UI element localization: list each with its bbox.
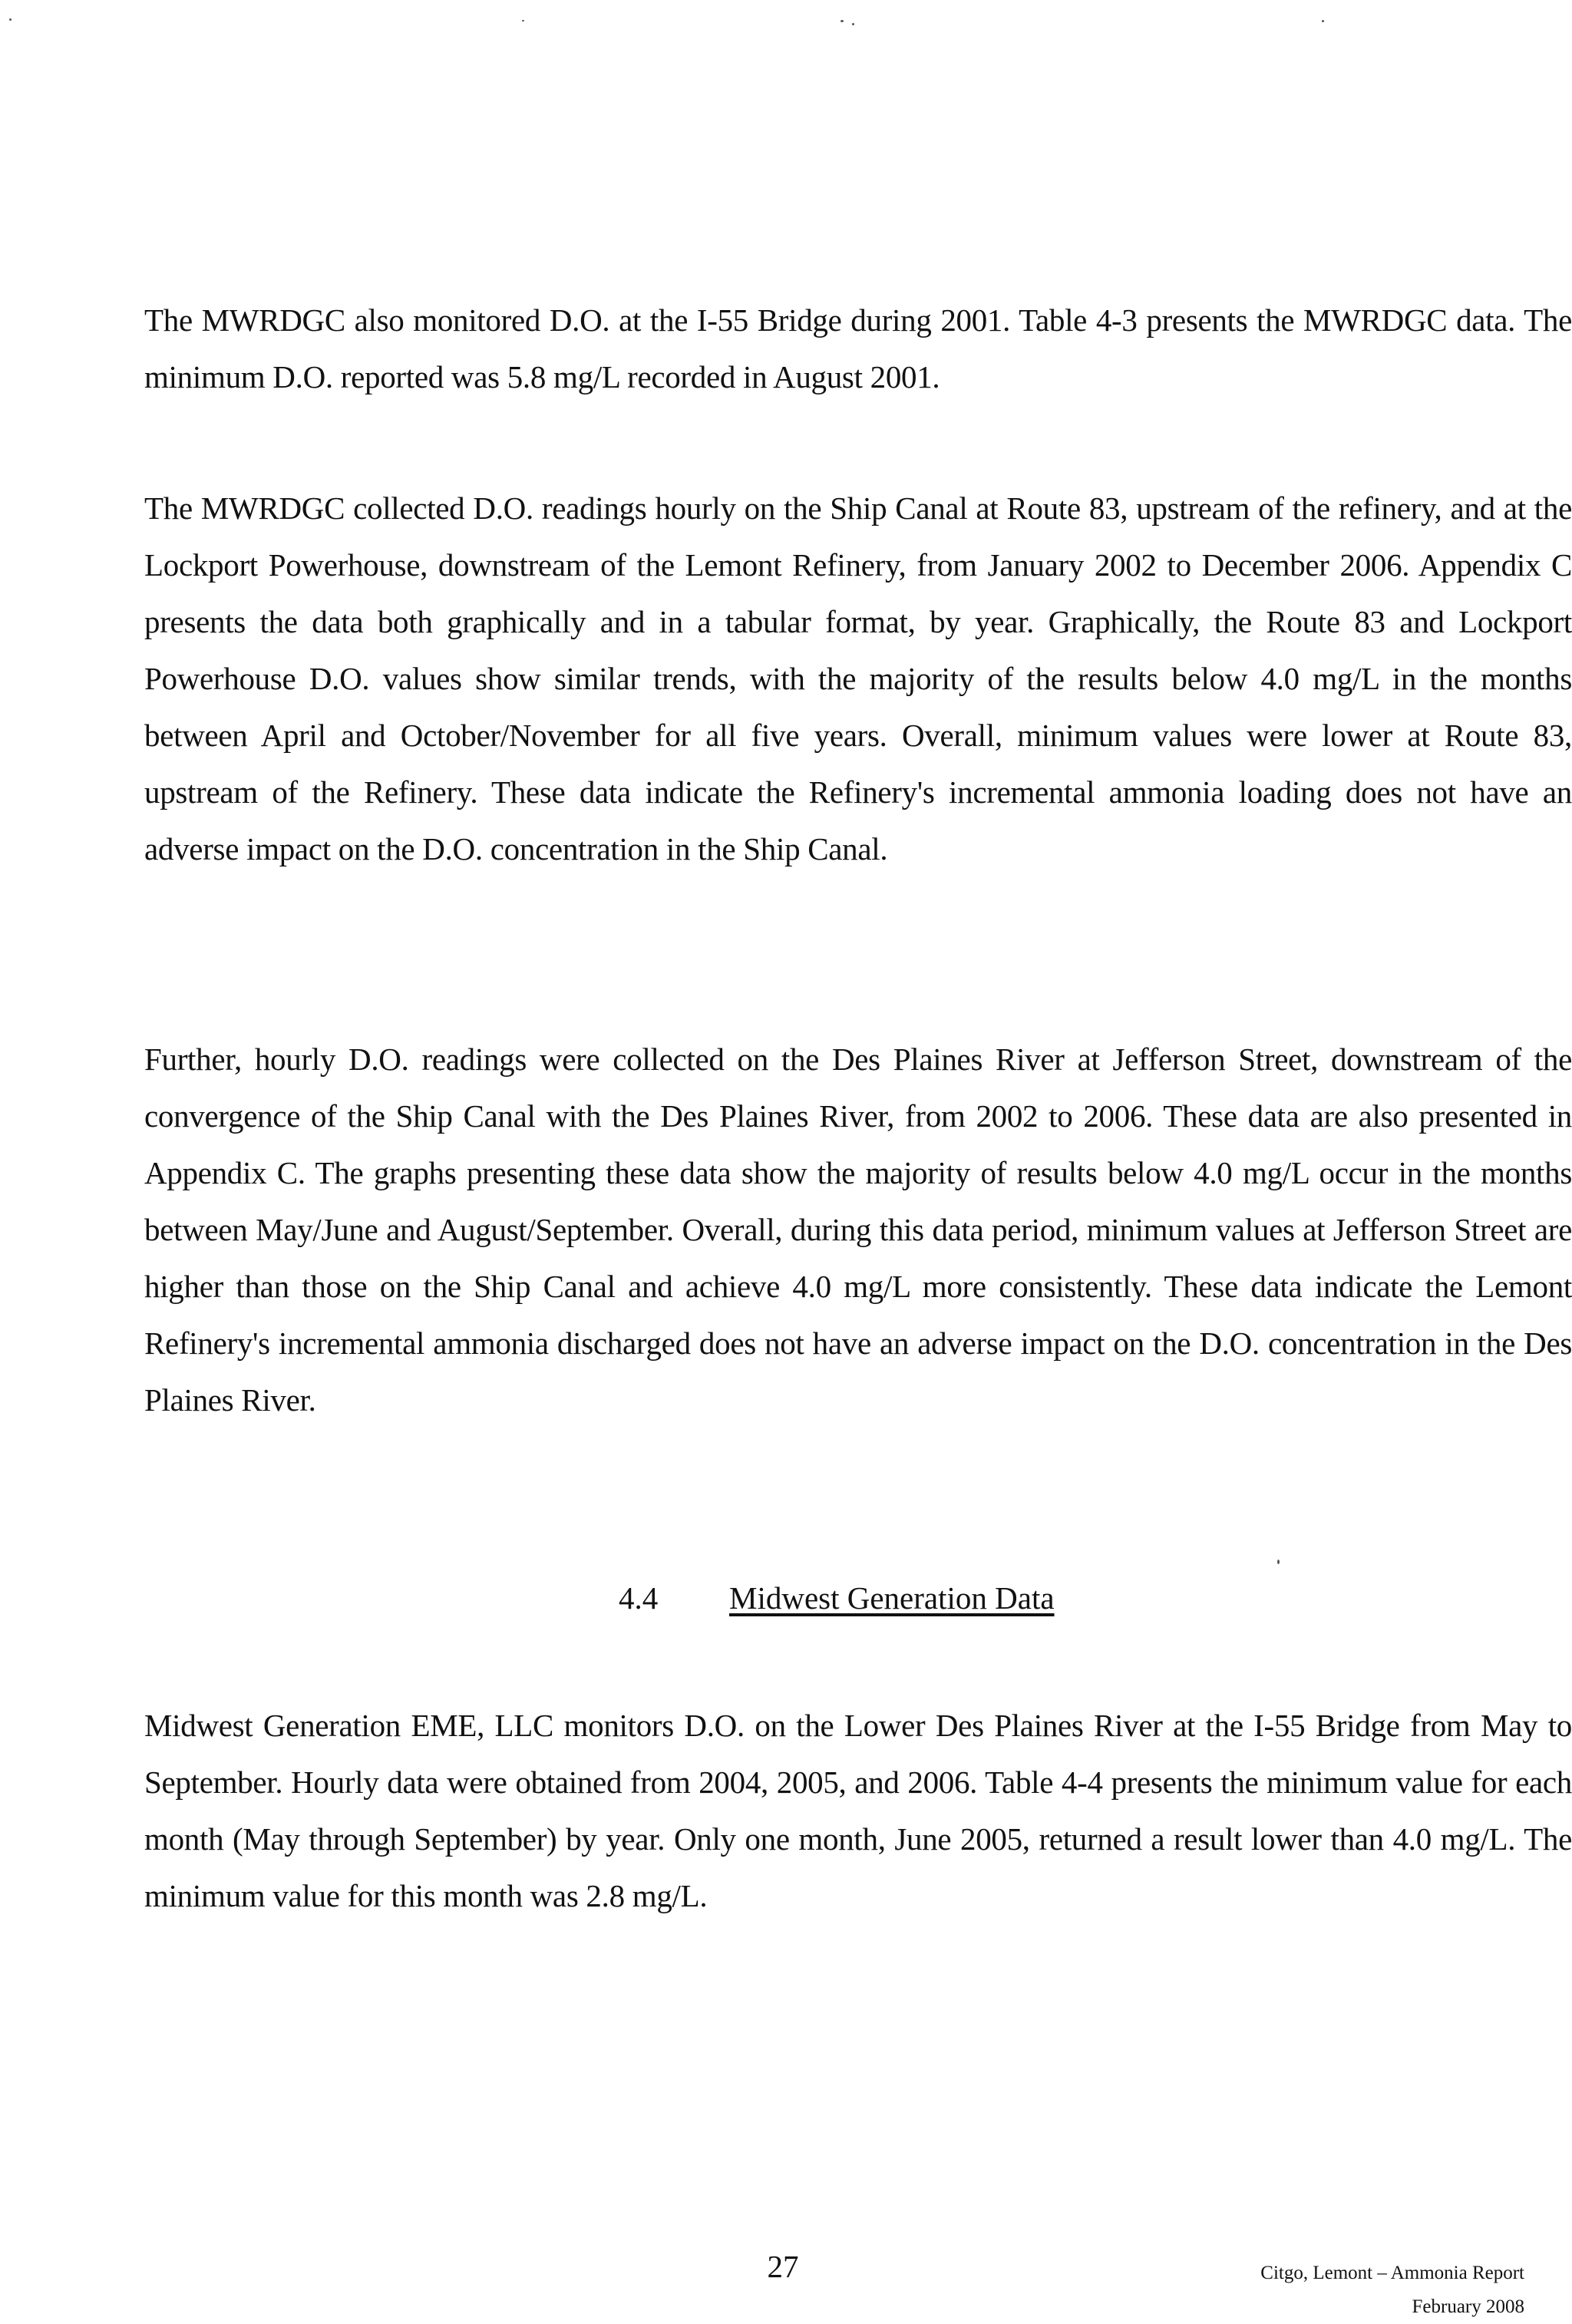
scan-speck <box>840 20 844 22</box>
section-title: Midwest Generation Data <box>729 1580 1055 1616</box>
section-number: 4.4 <box>619 1580 659 1616</box>
report-footer <box>1260 2256 1524 2324</box>
scan-speck <box>9 18 12 21</box>
body-paragraph: The MWRDGC also monitored D.O. at the I-55 Bridge during 2001. Table 4-3 presents the MWRDGC data. The minimum D.O. reported was 5.8 mg/L recorded in August 2001. <box>144 302 1572 394</box>
scan-speck <box>1322 20 1324 22</box>
body-paragraph: Further, hourly D.O. readings were collected on the Des Plaines River at Jefferson Street, downstream of the convergence of the Ship Canal with the Des Plaines River, from 2002 to 2006. These data are also presented in Appendix C. The graphs presenting these data show the majority of results below 4.0 mg/L occur in the months between May/June and August/September. Overall, during this data period, minimum values at Jefferson Street are higher than those on the Ship Canal and achieve 4.0 mg/L more consistently. These data indicate the Lemont Refinery's incremental ammonia discharged does not have an adverse impact on the D.O. concentration in the Des Plaines River. <box>144 1042 1572 1418</box>
body-paragraph: Midwest Generation EME, LLC monitors D.O. on the Lower Des Plaines River at the I-55 Bridge from May to September. Hourly data were obtained from 2004, 2005, and 2006. Table 4-4 presents the minimum value for each month (May through September) by year. Only one month, June 2005, returned a result lower than 4.0 mg/L. The minimum value for this month was 2.8 mg/L. <box>144 1708 1572 1913</box>
footer-report-title: Citgo, Lemont – Ammonia Report <box>1260 2263 1524 2283</box>
body-paragraph: The MWRDGC collected D.O. readings hourly on the Ship Canal at Route 83, upstream of the refinery, and at the Lockport Powerhouse, downstream of the Lemont Refinery, from January 2002 to December 2006. Appendix C presents the data both graphically and in a tabular format, by year. Graphically, the Route 83 and Lockport Powerhouse D.O. values show similar trends, with the majority of the results below 4.0 mg/L in the months between April and October/November for all five years. Overall, minimum values were lower at Route 83, upstream of the Refinery. These data indicate the Refinery's incremental ammonia loading does not have an adverse impact on the D.O. concentration in the Ship Canal. <box>144 490 1572 867</box>
scan-speck <box>522 20 524 21</box>
page-number: 27 <box>767 2249 799 2284</box>
scan-speck <box>852 23 854 25</box>
footer-report-date: February 2008 <box>1412 2296 1524 2317</box>
scan-speck <box>1277 1560 1280 1564</box>
